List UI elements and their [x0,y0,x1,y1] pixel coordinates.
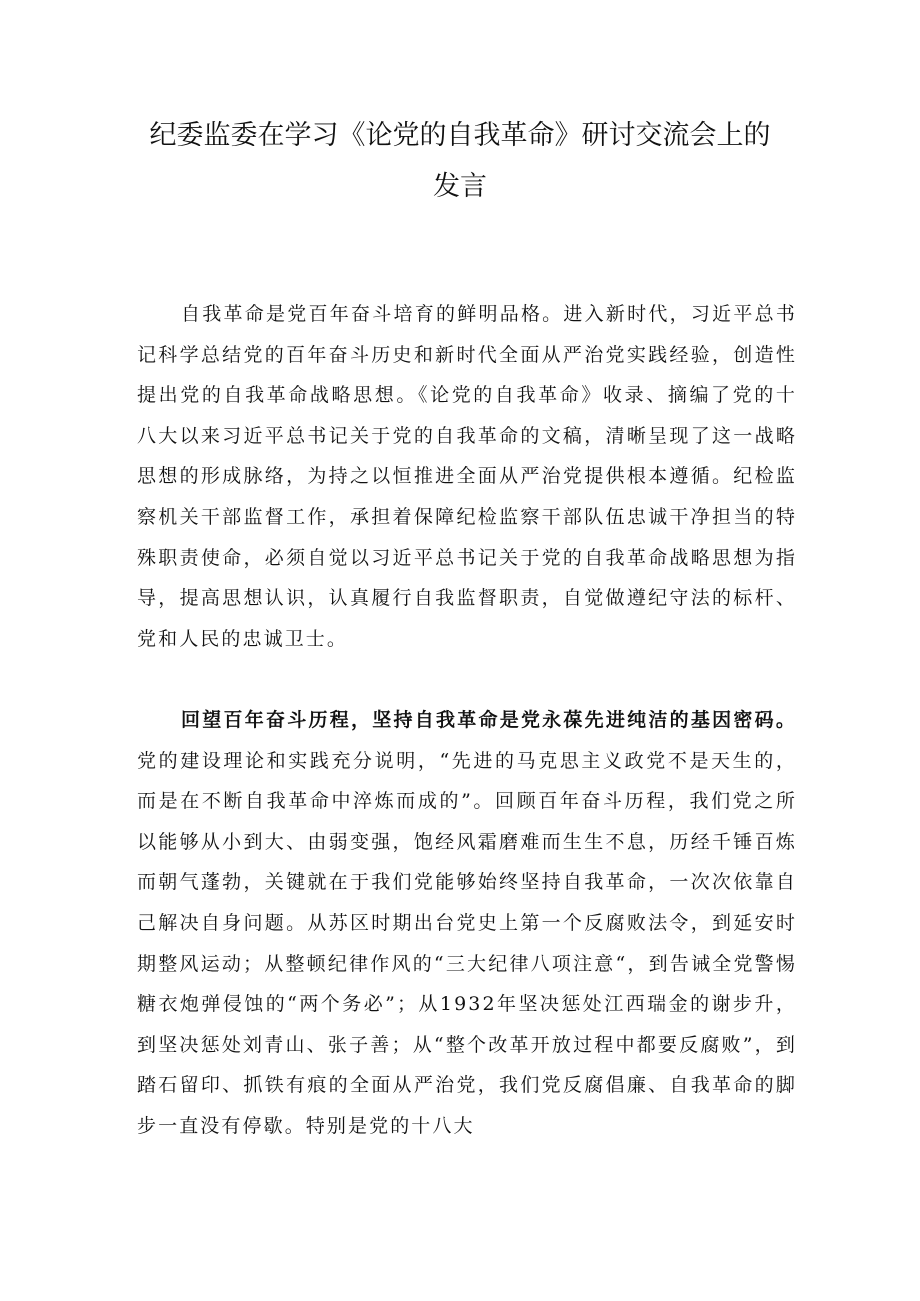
paragraph-history [137,700,797,1147]
title-line-2: 发言 [433,171,487,202]
title-line-1: 纪委监委在学习《论党的自我革命》研讨交流会上的 [149,120,771,151]
paragraph-body-text: 党的建设理论和实践充分说明，“先进的马克思主义政党不是天生的，而是在不断自我革命中淬炼而成的”。回顾百年奋斗历程，我们党之所以能够从小到大、由弱变强，饱经风霜磨难而生生不息，历经千锤百炼而朝气蓬勃，关键就在于我们党能够始终坚持自我革命，一次次依靠自己解决自身问题。从苏区时期出台党史上第一个反腐败法令，到延安时期整风运动；从整顿纪律作风的“三大纪律八项注意“，到告诫全党警惕糖衣炮弹侵蚀的“两个务必”；从1932年坚决惩处江西瑞金的谢步升，到坚决惩处刘青山、张子善；从“整个改革开放过程中都要反腐败”，到踏石留印、抓铁有痕的全面从严治党，我们党反腐倡廉、自我革命的脚步一直没有停歇。特别是党的十八大 [137,749,797,1137]
paragraph-intro: 自我革命是党百年奋斗培育的鲜明品格。进入新时代，习近平总书记科学总结党的百年奋斗历史和新时代全面从严治党实践经验，创造性提出党的自我革命战略思想。《论党的自我革命》收录、摘编了党的十八大以来习近平总书记关于党的自我革命的文稿，清晰呈现了这一战略思想的形成脉络，为持之以恒推进全面从严治党提供根本遵循。纪检监察机关干部监督工作，承担着保障纪检监察干部队伍忠诚干净担当的特殊职责使命，必须自觉以习近平总书记关于党的自我革命战略思想为指导，提高思想认识，认真履行自我监督职责，自觉做遵纪守法的标杆、党和人民的忠诚卫士。 [137,303,797,650]
paragraph-lead-sentence: 回望百年奋斗历程，坚持自我革命是党永葆先进纯洁的基因密码。 [181,709,797,731]
document-title [130,110,790,212]
